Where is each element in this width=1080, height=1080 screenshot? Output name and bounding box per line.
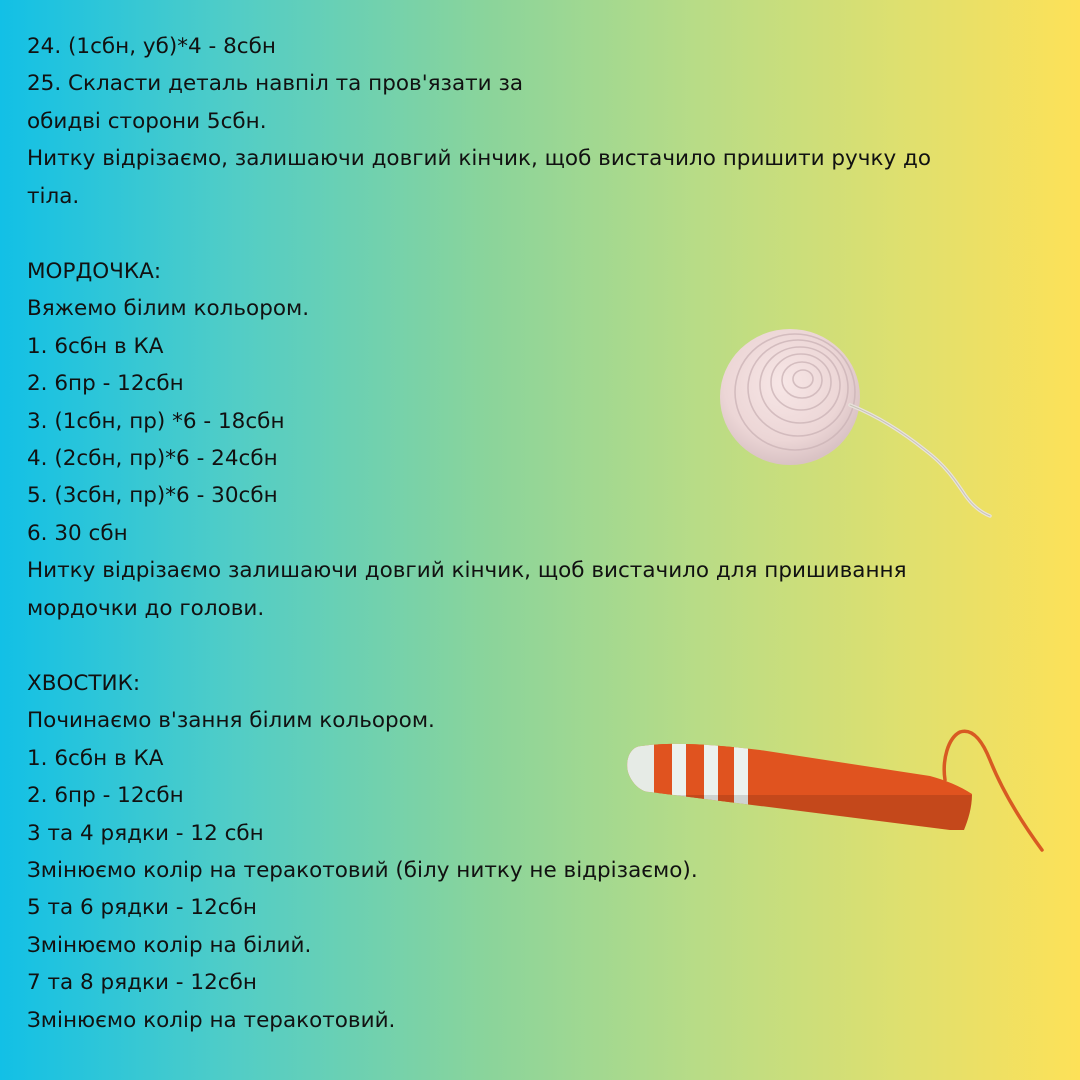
tail-section <box>27 665 698 1039</box>
crochet-striped-tail-image <box>610 720 1060 860</box>
instruction-line: 2. 6пр - 12сбн <box>27 371 184 397</box>
instruction-line: Починаємо в'зання білим кольором. <box>27 708 435 734</box>
instruction-line: 24. (1сбн, уб)*4 - 8сбн <box>27 34 276 59</box>
instruction-line: обидві сторони 5сбн. <box>27 108 267 134</box>
top-instructions <box>27 28 931 215</box>
crochet-white-circle-image <box>700 310 1000 530</box>
instruction-line: Вяжемо білим кольором. <box>27 296 310 322</box>
instruction-line: 25. Скласти деталь навпіл та пров'язати за <box>27 71 524 97</box>
section-title-tail: ХВОСТИК: <box>27 671 141 696</box>
instruction-line: 1. 6сбн в КА <box>27 333 164 359</box>
instruction-line: 5 та 6 рядки - 12сбн <box>27 895 257 921</box>
instruction-line: мордочки до голови. <box>27 595 265 621</box>
instruction-line: Змінюємо колір на теракотовий (білу нитку не відрізаємо). <box>27 858 698 884</box>
instruction-line: тіла. <box>27 183 80 209</box>
section-title-face: МОРДОЧКА: <box>27 259 162 284</box>
instruction-line: 3. (1сбн, пр) *6 - 18сбн <box>27 408 285 434</box>
instruction-line: Змінюємо колір на теракотовий. <box>27 1007 396 1033</box>
instruction-line: Нитку відрізаємо, залишаючи довгий кінчик, щоб вистачило пришити ручку до <box>27 146 932 172</box>
instruction-line: Нитку відрізаємо залишаючи довгий кінчик, щоб вистачило для пришивання <box>27 558 907 584</box>
instruction-line: 5. (3сбн, пр)*6 - 30сбн <box>27 483 278 509</box>
instruction-line: 1. 6сбн в КА <box>27 745 164 771</box>
instruction-line: Змінюємо колір на білий. <box>27 932 312 958</box>
instruction-line: 7 та 8 рядки - 12сбн <box>27 970 257 996</box>
instruction-line: 3 та 4 рядки - 12 сбн <box>27 820 264 846</box>
instruction-line: 6. 30 сбн <box>27 520 128 546</box>
instruction-line: 4. (2сбн, пр)*6 - 24сбн <box>27 446 278 472</box>
instruction-line: 2. 6пр - 12сбн <box>27 783 184 809</box>
